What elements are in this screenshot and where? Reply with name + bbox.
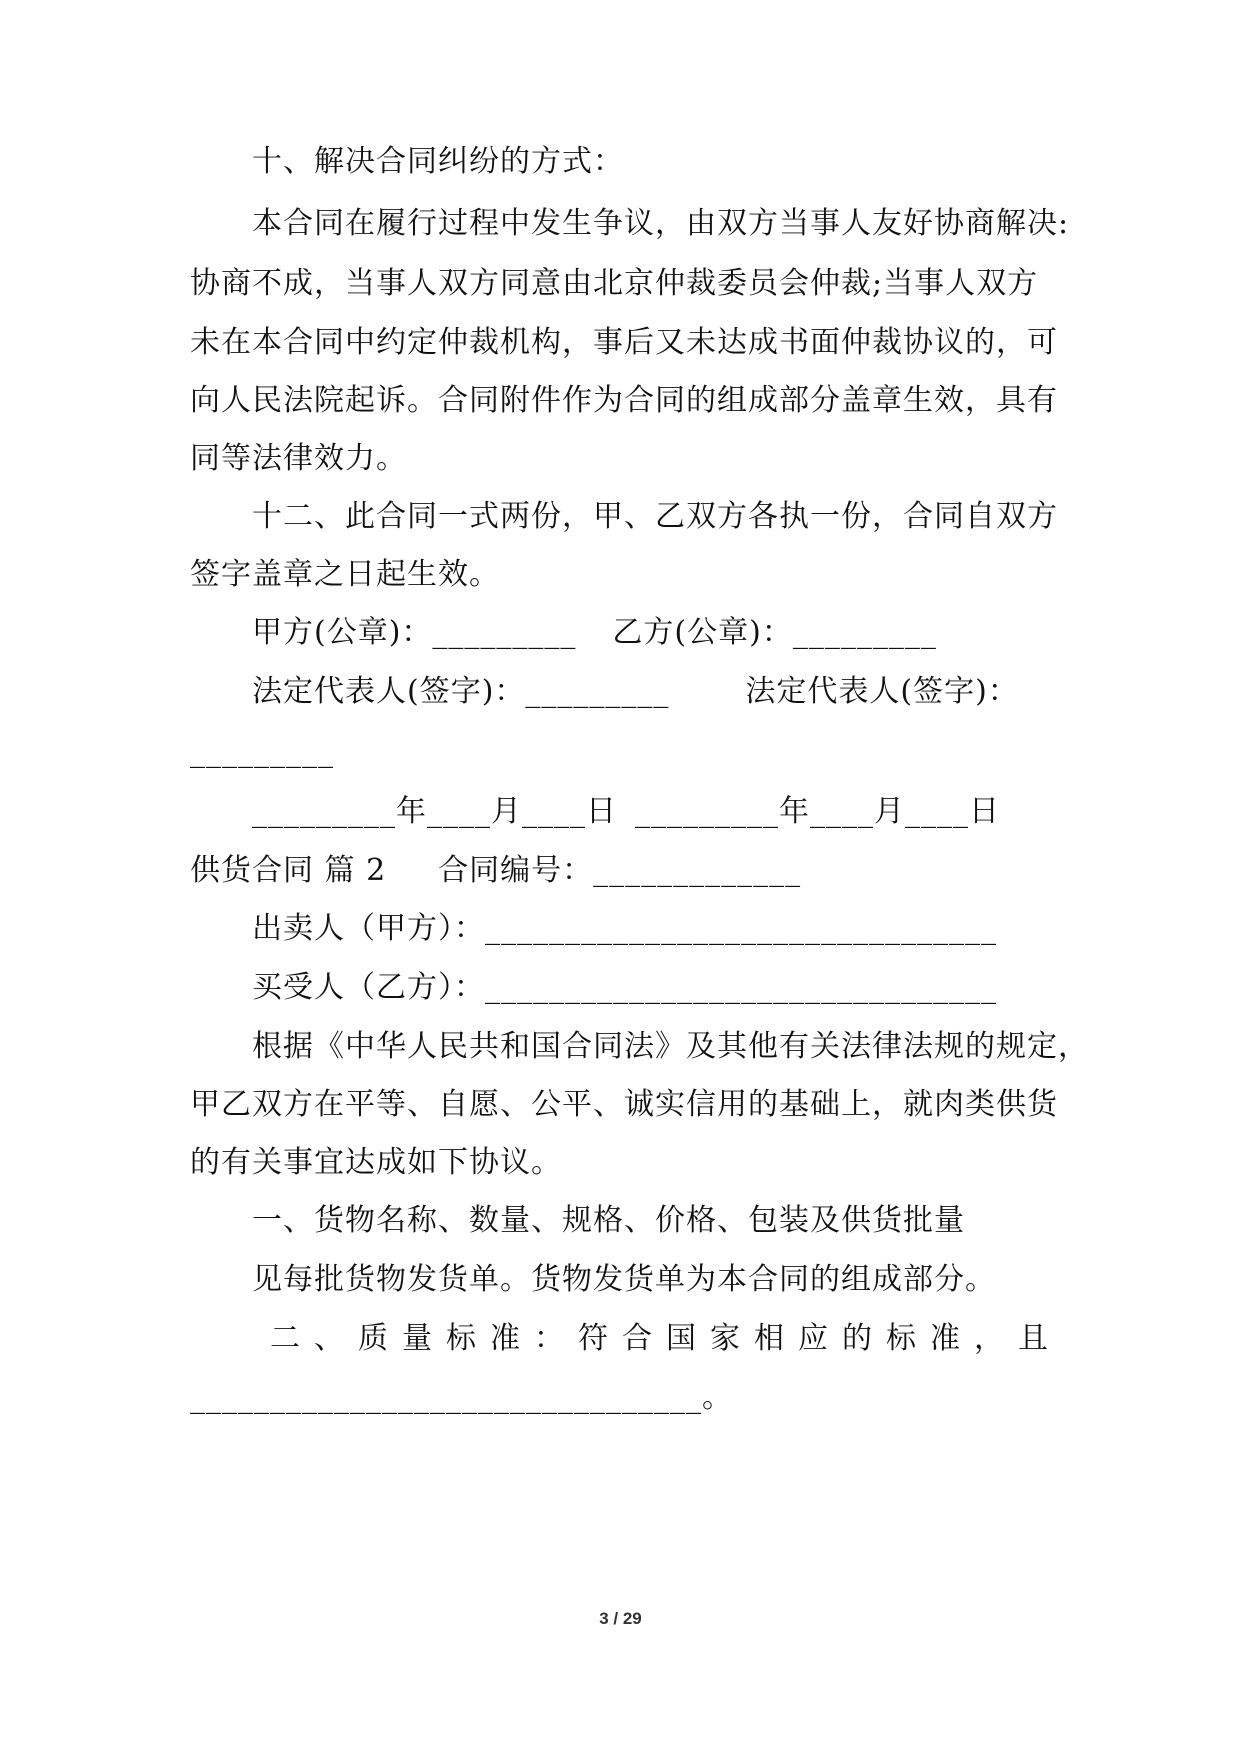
party-b-date: _________年____月____日 [635, 794, 1000, 829]
seller-line: 出卖人（甲方）：________________________________ [252, 911, 997, 946]
section-1-heading: 一、货物名称、数量、规格、价格、包装及供货批量 [252, 1203, 965, 1238]
section-12-heading: 十二、此合同一式两份，甲、乙双方各执一份，合同自双方 [252, 499, 1058, 534]
contract-title: 供货合同 篇 2 [190, 853, 387, 888]
paragraph-line: 本合同在履行过程中发生争议，由双方当事人友好协商解决: [252, 206, 1070, 241]
contract-header-line [190, 851, 1070, 891]
section-10-heading: 十、解决合同纠纷的方式： [252, 144, 624, 179]
page-number: 3 / 29 [599, 1609, 642, 1628]
party-a-representative: 法定代表人(签字)：_________ [252, 674, 670, 709]
paragraph-line: 见每批货物发货单。货物发货单为本合同的组成部分。 [252, 1262, 996, 1297]
section-2-heading: 二、质量标准：符合国家相应的标准，且 [270, 1321, 1062, 1356]
paragraph-line: 甲乙双方在平等、自愿、公平、诚实信用的基础上，就肉类供货 [190, 1087, 1058, 1122]
party-b-representative: 法定代表人(签字)： [745, 674, 1019, 709]
party-b-seal: 乙方(公章)：_________ [612, 615, 937, 650]
date-line [252, 792, 1070, 832]
paragraph-line: 向人民法院起诉。合同附件作为合同的组成部分盖章生效，具有 [190, 383, 1058, 418]
paragraph-line: 同等法律效力。 [190, 441, 407, 476]
representative-blank: _________ [190, 734, 334, 769]
representative-line [252, 672, 1070, 712]
party-a-date: _________年____月____日 [252, 794, 617, 829]
buyer-line: 买受人（乙方）：________________________________ [252, 970, 997, 1005]
paragraph-line: 的有关事宜达成如下协议。 [190, 1145, 562, 1180]
paragraph-line: 协商不成，当事人双方同意由北京仲裁委员会仲裁;当事人双方 [190, 266, 1039, 301]
seal-line [252, 613, 1070, 653]
party-a-seal: 甲方(公章)：_________ [252, 615, 577, 650]
contract-number: 合同编号：_____________ [438, 853, 802, 888]
quality-blank: ________________________________。 [190, 1380, 733, 1415]
paragraph-line: 根据《中华人民共和国合同法》及其他有关法律法规的规定， [252, 1029, 1089, 1064]
paragraph-line: 未在本合同中约定仲裁机构，事后又未达成书面仲裁协议的，可 [190, 325, 1058, 360]
paragraph-line: 签字盖章之日起生效。 [190, 557, 500, 592]
